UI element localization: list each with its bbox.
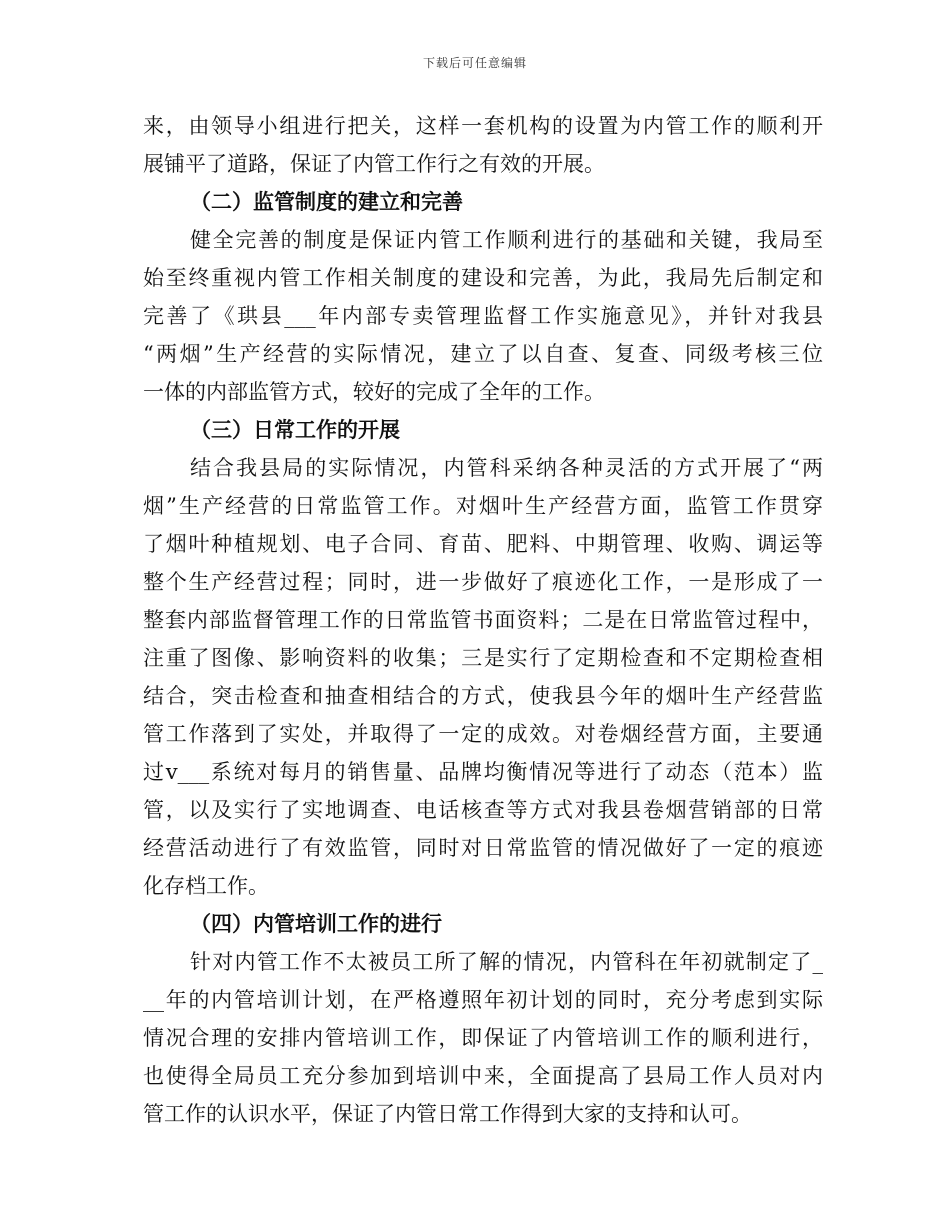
paragraph-line: 完善了《珙县___年内部专卖管理监督工作实施意见》，并针对我县 — [143, 304, 823, 328]
paragraph-line: 整套内部监督管理工作的日常监管书面资料；二是在日常监管过程中， — [143, 608, 823, 632]
paragraph-line: 管工作的认识水平，保证了内管日常工作得到大家的支持和认可。 — [143, 1102, 752, 1126]
paragraph-line: 一体的内部监管方式，较好的完成了全年的工作。 — [143, 380, 605, 404]
paragraph-line: 来，由领导小组进行把关，这样一套机构的设置为内管工作的顺利开 — [143, 114, 823, 138]
paragraph-line: 情况合理的安排内管培训工作，即保证了内管培训工作的顺利进行， — [143, 1026, 823, 1050]
paragraph-line: 结合，突击检查和抽查相结合的方式，使我县今年的烟叶生产经营监 — [143, 684, 823, 708]
paragraph-line: __年的内管培训计划，在严格遵照年初计划的同时，充分考虑到实际 — [143, 988, 823, 1012]
paragraph-line: “两烟”生产经营的实际情况，建立了以自查、复查、同级考核三位 — [143, 342, 823, 366]
paragraph-line: 了烟叶种植规划、电子合同、育苗、肥料、中期管理、收购、调运等 — [143, 532, 823, 556]
paragraph-line: 始至终重视内管工作相关制度的建设和完善，为此，我局先后制定和 — [143, 266, 823, 290]
paragraph-line: 经营活动进行了有效监管，同时对日常监管的情况做好了一定的痕迹 — [143, 836, 823, 860]
paragraph-line: 展铺平了道路，保证了内管工作行之有效的开展。 — [143, 152, 605, 176]
paragraph-line: 注重了图像、影响资料的收集；三是实行了定期检查和不定期检查相 — [143, 646, 823, 670]
paragraph-line: 过v___系统对每月的销售量、品牌均衡情况等进行了动态（范本）监 — [143, 760, 823, 784]
paragraph-line: 化存档工作。 — [143, 874, 269, 898]
paragraph-line: 也使得全局员工充分参加到培训中来，全面提高了县局工作人员对内 — [143, 1064, 823, 1088]
paragraph-line: 健全完善的制度是保证内管工作顺利进行的基础和关键，我局至 — [190, 228, 823, 252]
section-heading-3: （三）日常工作的开展 — [190, 418, 400, 442]
section-heading-2: （二）监管制度的建立和完善 — [190, 190, 463, 214]
paragraph-line: 管工作落到了实处，并取得了一定的成效。对卷烟经营方面，主要通 — [143, 722, 823, 746]
paragraph-line: 管，以及实行了实地调查、电话核查等方式对我县卷烟营销部的日常 — [143, 798, 823, 822]
paragraph-line: 结合我县局的实际情况，内管科采纳各种灵活的方式开展了“两 — [190, 456, 823, 480]
paragraph-line: 针对内管工作不太被员工所了解的情况，内管科在年初就制定了_ — [190, 950, 823, 974]
paragraph-line: 整个生产经营过程；同时，进一步做好了痕迹化工作，一是形成了一 — [143, 570, 823, 594]
paragraph-line: 烟”生产经营的日常监管工作。对烟叶生产经营方面，监管工作贯穿 — [143, 494, 823, 518]
page-header-note: 下载后可任意编辑 — [422, 56, 527, 70]
section-heading-4: （四）内管培训工作的进行 — [190, 912, 442, 936]
